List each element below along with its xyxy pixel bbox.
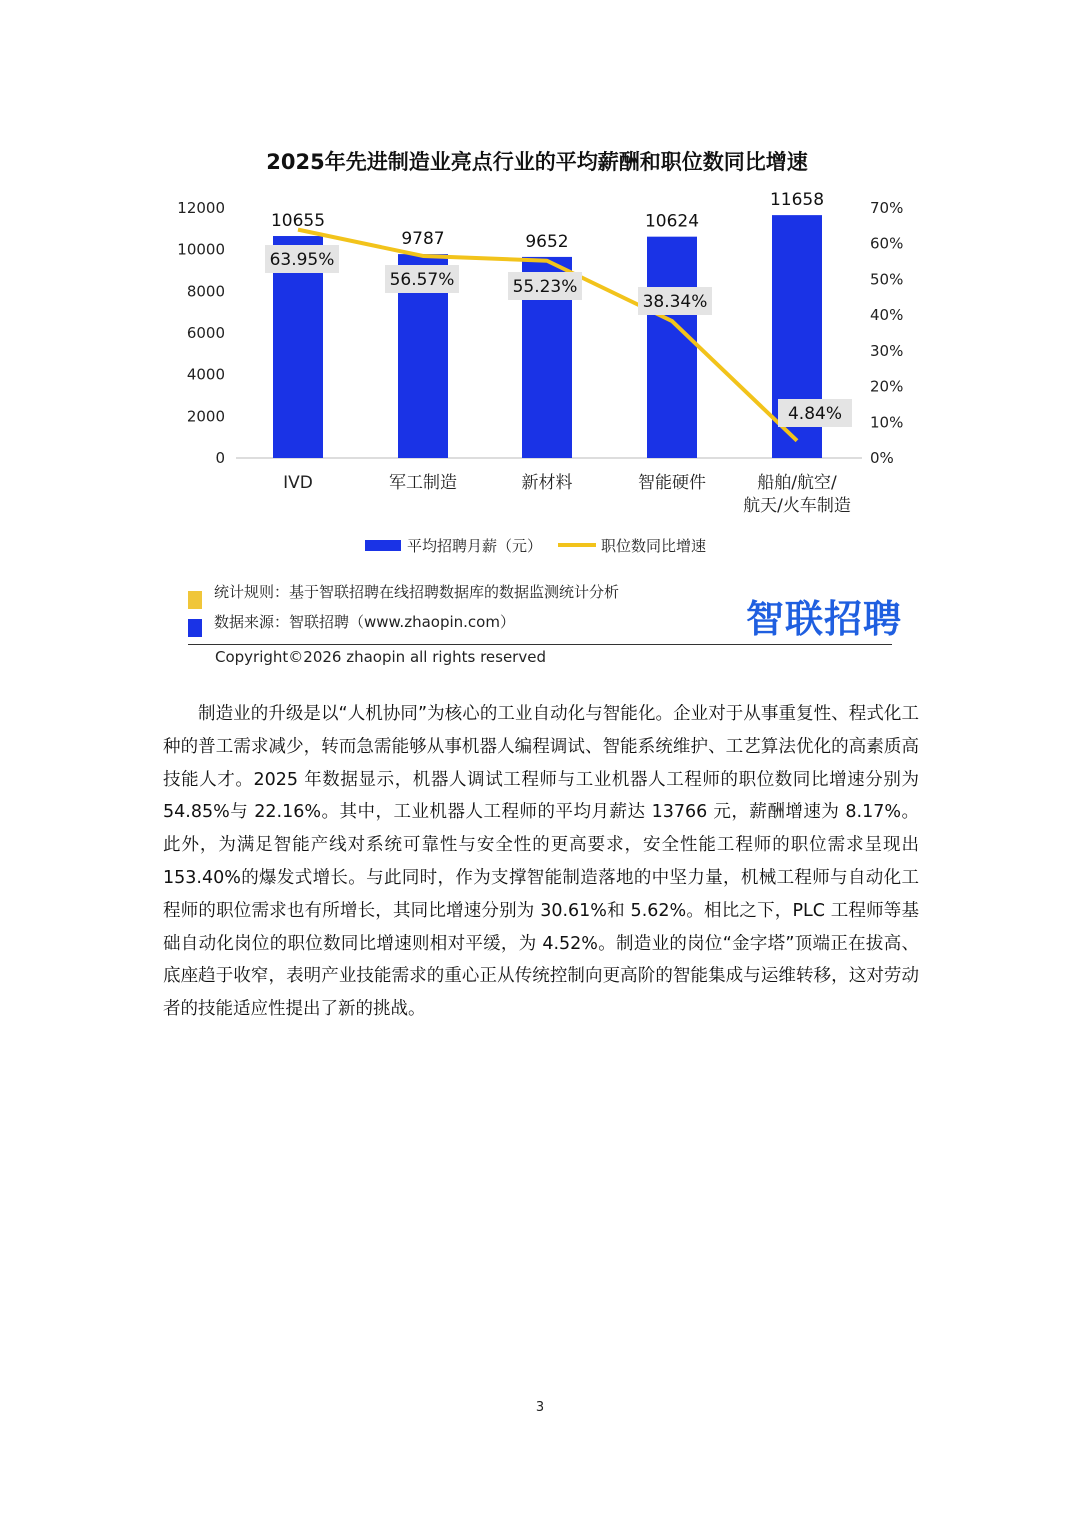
- right-tick-label: 30%: [870, 341, 904, 360]
- bar-value-label: 10655: [270, 211, 326, 232]
- bar: [647, 237, 697, 458]
- right-tick-label: 70%: [870, 199, 904, 217]
- line-value-label: 55.23%: [512, 277, 578, 297]
- bar-value-label: 9652: [525, 231, 569, 252]
- left-tick-label: 6000: [186, 324, 225, 342]
- combo-chart: [0, 0, 1080, 570]
- bar-series: [271, 190, 824, 458]
- right-tick-label: 50%: [870, 270, 904, 289]
- legend: [365, 537, 706, 555]
- right-tick-label: 0%: [870, 449, 894, 467]
- bar-value-label: 10624: [644, 211, 700, 232]
- left-tick-label: 12000: [177, 199, 225, 217]
- left-tick-label: 2000: [186, 407, 225, 426]
- chart-title: 2025年先进制造业亮点行业的平均薪酬和职位数同比增速: [266, 150, 808, 174]
- divider: [188, 644, 892, 645]
- right-tick-label: 10%: [870, 413, 904, 432]
- line-value-label: 56.57%: [389, 270, 455, 290]
- category-label: 军工制造: [389, 473, 457, 493]
- line-value-label: 4.84%: [787, 404, 843, 424]
- right-axis: [870, 199, 903, 467]
- left-tick-label: 10000: [177, 240, 225, 259]
- category-label: 新材料: [521, 473, 573, 493]
- left-axis: [177, 199, 225, 467]
- data-source-note: 数据来源：智联招聘（www.zhaopin.com）: [214, 613, 515, 631]
- category-label: IVD: [283, 473, 313, 493]
- right-tick-label: 60%: [870, 234, 904, 253]
- bar-value-label: 9787: [401, 229, 445, 250]
- stat-rule-note: 统计规则：基于智联招聘在线招聘数据库的数据监测统计分析: [214, 583, 620, 601]
- body-text: [163, 698, 919, 1026]
- bar-value-label: 11658: [769, 190, 825, 211]
- category-labels: [283, 473, 851, 516]
- category-label: 船舶/航空/航天/火车制造: [743, 473, 851, 516]
- category-label: 智能硬件: [638, 473, 706, 493]
- zhaopin-logo: 智联招聘: [746, 597, 903, 641]
- page-number: 3: [535, 1400, 545, 1415]
- line-value-label: 63.95%: [269, 250, 335, 270]
- right-tick-label: 40%: [870, 306, 904, 325]
- legend-bar-label: 平均招聘月薪（元）: [407, 537, 543, 555]
- copyright: Copyright©2026 zhaopin all rights reserved: [215, 648, 546, 666]
- right-tick-label: 20%: [870, 377, 904, 396]
- legend-line-label: 职位数同比增速: [601, 537, 707, 555]
- line-value-label: 38.34%: [642, 292, 708, 312]
- left-tick-label: 8000: [186, 282, 225, 301]
- rule-marker: [188, 591, 202, 609]
- source-marker: [188, 619, 202, 637]
- left-tick-label: 4000: [186, 365, 225, 384]
- left-tick-label: 0: [215, 449, 225, 467]
- legend-bar-swatch: [365, 540, 401, 551]
- body-paragraph: 制造业的升级是以“人机协同”为核心的工业自动化与智能化。企业对于从事重复性、程式化工种的普工需求减少，转而急需能够从事机器人编程调试、智能系统维护、工艺算法优化的高素质高技能人才。2025 年数据显示，机器人调试工程师与工业机器人工程师的职位数同比增速分别为 54.85%与 22.16%。其中，工业机器人工程师的平均月薪达 13766 元，薪酬增速为 8.17%。此外，为满足智能产线对系统可靠性与安全性的更高要求，安全性能工程师的职位需求呈现出 153.40%的爆发式增长。与此同时，作为支撑智能制造落地的中坚力量，机械工程师与自动化工程师的职位需求也有所增长，其同比增速分别为 30.61%和 5.62%。相比之下，PLC 工程师等基础自动化岗位的职位数同比增速则相对平缓，为 4.52%。制造业的岗位“金字塔”顶端正在拔高、底座趋于收窄，表明产业技能需求的重心正从传统控制向更高阶的智能集成与运维转移，这对劳动者的技能适应性提出了新的挑战。: [163, 704, 919, 1020]
